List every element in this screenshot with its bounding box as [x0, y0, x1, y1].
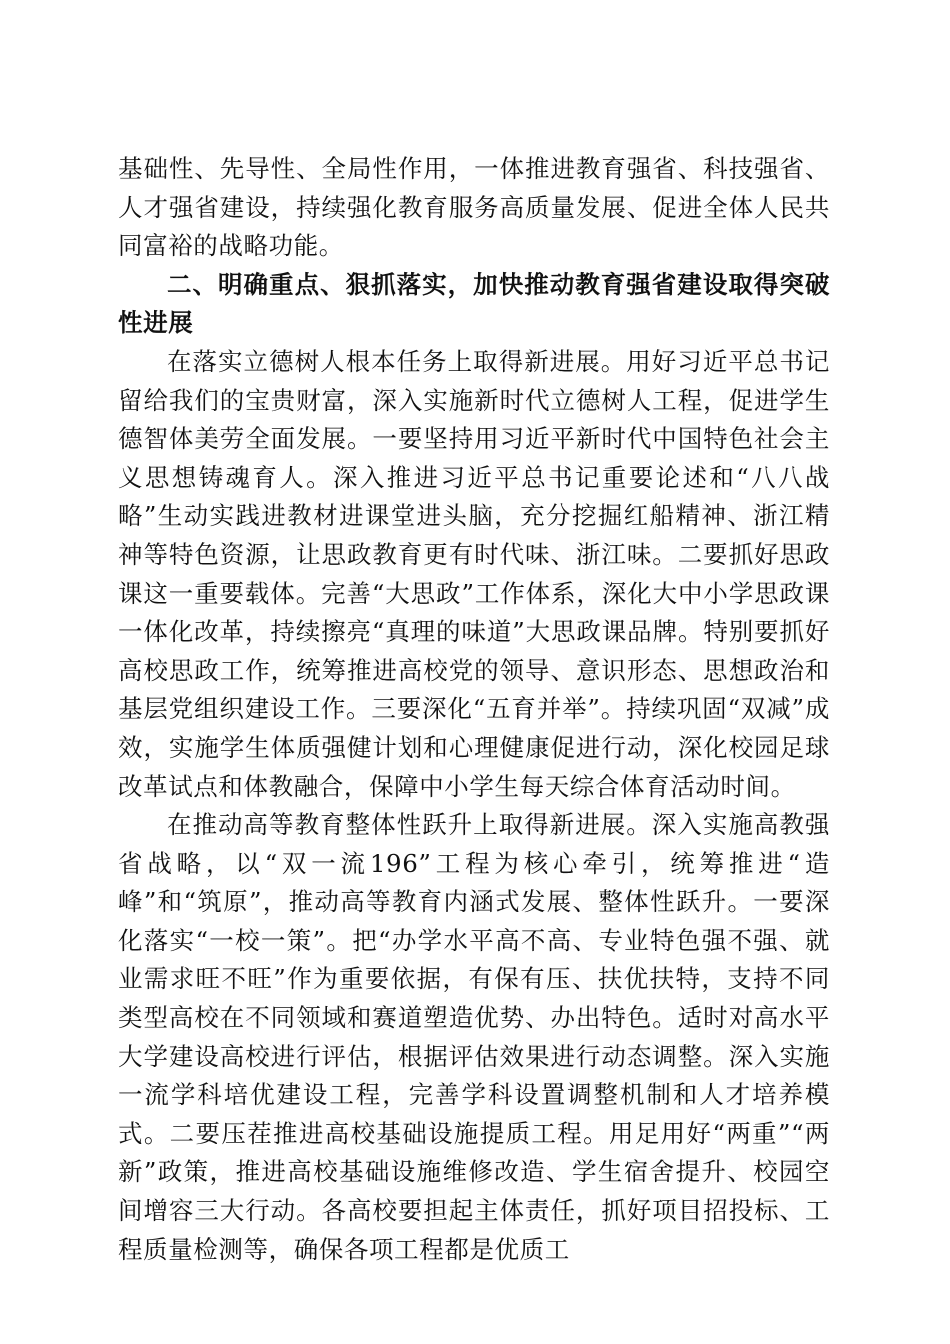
moral-education-paragraph: 在落实立德树人根本任务上取得新进展。用好习近平总书记留给我们的宝贵财富，深入实施新时代立德树人工程，促进学生德智体美劳全面发展。一要坚持用习近平新时代中国特色社会主义思想铸魂育人。深入推进习近平总书记重要论述和“八八战略”生动实践进教材进课堂进头脑，充分挖掘红船精神、浙江精神等特色资源，让思政教育更有时代味、浙江味。二要抓好思政课这一重要载体。完善“大思政”工作体系，深化大中小学思政课一体化改革，持续擦亮“真理的味道”大思政课品牌。特别要抓好高校思政工作，统筹推进高校党的领导、意识形态、思想政治和基层党组织建设工作。三要深化“五育并举”。持续巩固“双减”成效，实施学生体质强健计划和心理健康促进行动，深化校园足球改革试点和体教融合，保障中小学生每天综合体育活动时间。: [118, 346, 830, 801]
document-body: [118, 150, 830, 1269]
section-heading: 二、明确重点、狠抓落实，加快推动教育强省建设取得突破性进展: [118, 269, 830, 338]
higher-education-paragraph: 在推动高等教育整体性跃升上取得新进展。深入实施高教强省战略，以“双一流196”工程为核心牵引，统筹推进“造峰”和“筑原”，推动高等教育内涵式发展、整体性跃升。一要深化落实“一校一策”。把“办学水平高不高、专业特色强不强、就业需求旺不旺”作为重要依据，有保有压、扶优扶特，支持不同类型高校在不同领域和赛道塑造优势、办出特色。适时对高水平大学建设高校进行评估，根据评估效果进行动态调整。深入实施一流学科培优建设工程，完善学科设置调整机制和人才培养模式。二要压茬推进高校基础设施提质工程。用足用好“两重”“两新”政策，推进高校基础设施维修改造、学生宿舍提升、校园空间增容三大行动。各高校要担起主体责任，抓好项目招投标、工程质量检测等，确保各项工程都是优质工: [118, 810, 830, 1264]
intro-paragraph: 基础性、先导性、全局性作用，一体推进教育强省、科技强省、人才强省建设，持续强化教育服务高质量发展、促进全体人民共同富裕的战略功能。: [118, 154, 830, 261]
